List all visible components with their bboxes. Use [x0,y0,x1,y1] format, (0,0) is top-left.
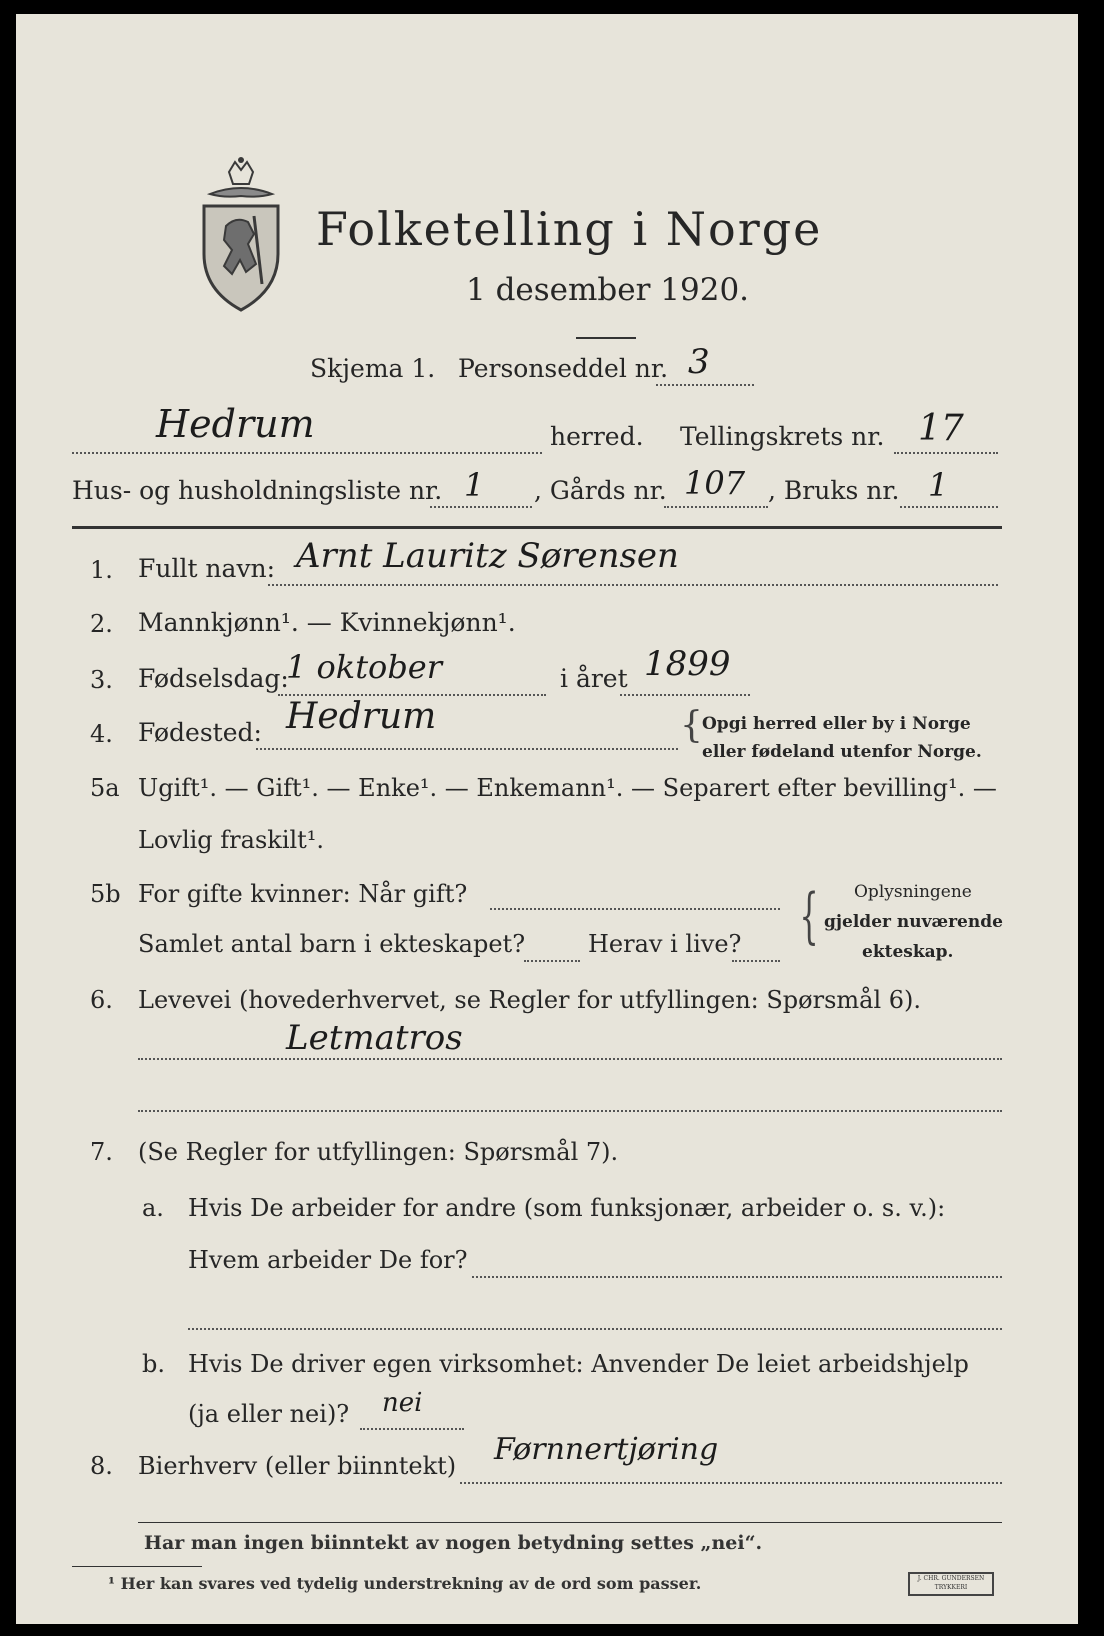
q3-year-value: 1899 [644,644,731,684]
q5b-line-2a: Samlet antal barn i ekteskapet? [138,930,526,958]
q6-value: Letmatros [286,1018,463,1058]
q1-line [268,584,998,586]
q1-value: Arnt Lauritz Sørensen [296,536,679,576]
q5b-brace: { [799,881,819,951]
footer-note: Har man ingen biinntekt av nogen betydning settes „nei“. [144,1532,763,1554]
herred-line [72,452,542,454]
hus-label: Hus- og husholdningsliste nr. [72,476,443,505]
q2-label: Mannkjønn¹. — Kvinnekjønn¹. [138,608,516,637]
q4-label: Fødested: [138,718,262,747]
hus-line [430,506,532,508]
q3-year-line [620,694,750,696]
q7b-value: nei [382,1388,423,1418]
gards-line [664,506,768,508]
q7-number: 7. [90,1138,113,1166]
q6-line-1 [138,1058,1002,1060]
q7b-line-1: Hvis De driver egen virksomhet: Anvender De leiet arbeidshjelp [188,1350,969,1378]
q7a-line-2: Hvem arbeider De for? [188,1246,468,1274]
tellingskrets-line [894,452,998,454]
q5a-number: 5a [90,774,120,802]
q7b-line [360,1428,464,1430]
title-divider [576,337,636,339]
q4-value: Hedrum [286,696,437,737]
tellingskrets-value: 17 [918,408,964,449]
form-title: Folketelling i Norge [316,202,823,256]
coat-of-arms-icon [196,154,286,314]
q4-number: 4. [90,720,113,748]
q5b-note-3: ekteskap. [862,942,954,962]
q8-number: 8. [90,1452,113,1480]
q6-number: 6. [90,986,113,1014]
q7a-line-extra [188,1328,1002,1330]
herred-label: herred. [550,422,644,451]
q8-line [460,1482,1002,1484]
q8-label: Bierhverv (eller biinntekt) [138,1452,457,1480]
q4-note-2: eller fødeland utenfor Norge. [702,742,982,762]
q3-value: 1 oktober [286,648,443,686]
q1-number: 1. [90,556,113,584]
footnote-divider [72,1566,202,1567]
q5b-married-line [490,908,780,910]
q6-label: Levevei (hovederhvervet, se Regler for utfyllingen: Spørsmål 6). [138,986,922,1014]
q5b-alive-line [732,960,780,962]
census-form [16,14,1078,1624]
q3-year-label: i året [560,664,628,693]
q5b-line-2b: Herav i live? [588,930,742,958]
q6-line-2 [138,1110,1002,1112]
q7-label: (Se Regler for utfyllingen: Spørsmål 7). [138,1138,619,1166]
bruks-value: 1 [928,466,949,504]
herred-value: Hedrum [156,402,315,446]
census-date: 1 desember 1920. [466,272,750,308]
q7b-letter: b. [142,1350,165,1378]
bruks-label: , Bruks nr. [768,476,900,505]
personseddel-label: Personseddel nr. [458,354,669,383]
header-divider [72,526,1002,529]
personseddel-line [656,384,754,386]
q7a-letter: a. [142,1194,164,1222]
q7a-line [472,1276,1002,1278]
bruks-line [900,506,998,508]
footnote: ¹ Her kan svares ved tydelig understrekning av de ord som passer. [108,1574,702,1593]
gards-value: 107 [684,464,746,502]
gards-label: , Gårds nr. [534,476,667,505]
skjema-label: Skjema 1. [310,354,436,383]
q4-note-1: Opgi herred eller by i Norge [702,714,971,734]
q3-label: Fødselsdag: [138,664,289,693]
q7b-line-2: (ja eller nei)? [188,1400,350,1428]
q5b-note-1: Oplysningene [854,882,972,902]
footer-divider [138,1522,1002,1523]
q5b-line-1: For gifte kvinner: Når gift? [138,880,468,908]
q7a-line-1: Hvis De arbeider for andre (som funksjonær, arbeider o. s. v.): [188,1194,946,1222]
q3-number: 3. [90,666,113,694]
q5a-line-2: Lovlig fraskilt¹. [138,826,325,854]
tellingskrets-label: Tellingskrets nr. [680,422,885,451]
q1-label: Fullt navn: [138,554,276,583]
printer-stamp: J. CHR. GUNDERSEN TRYKKERI [908,1572,994,1596]
q8-value: Førnnertjøring [494,1432,719,1467]
q2-number: 2. [90,610,113,638]
q5b-number: 5b [90,880,121,908]
q4-brace: { [680,705,703,746]
personseddel-value: 3 [688,342,710,382]
q5a-line-1: Ugift¹. — Gift¹. — Enke¹. — Enkemann¹. — Separert efter bevilling¹. — [138,774,997,802]
hus-value: 1 [464,466,485,504]
q5b-children-line [524,960,580,962]
q4-line [256,748,678,750]
q5b-note-2: gjelder nuværende [824,912,1003,932]
